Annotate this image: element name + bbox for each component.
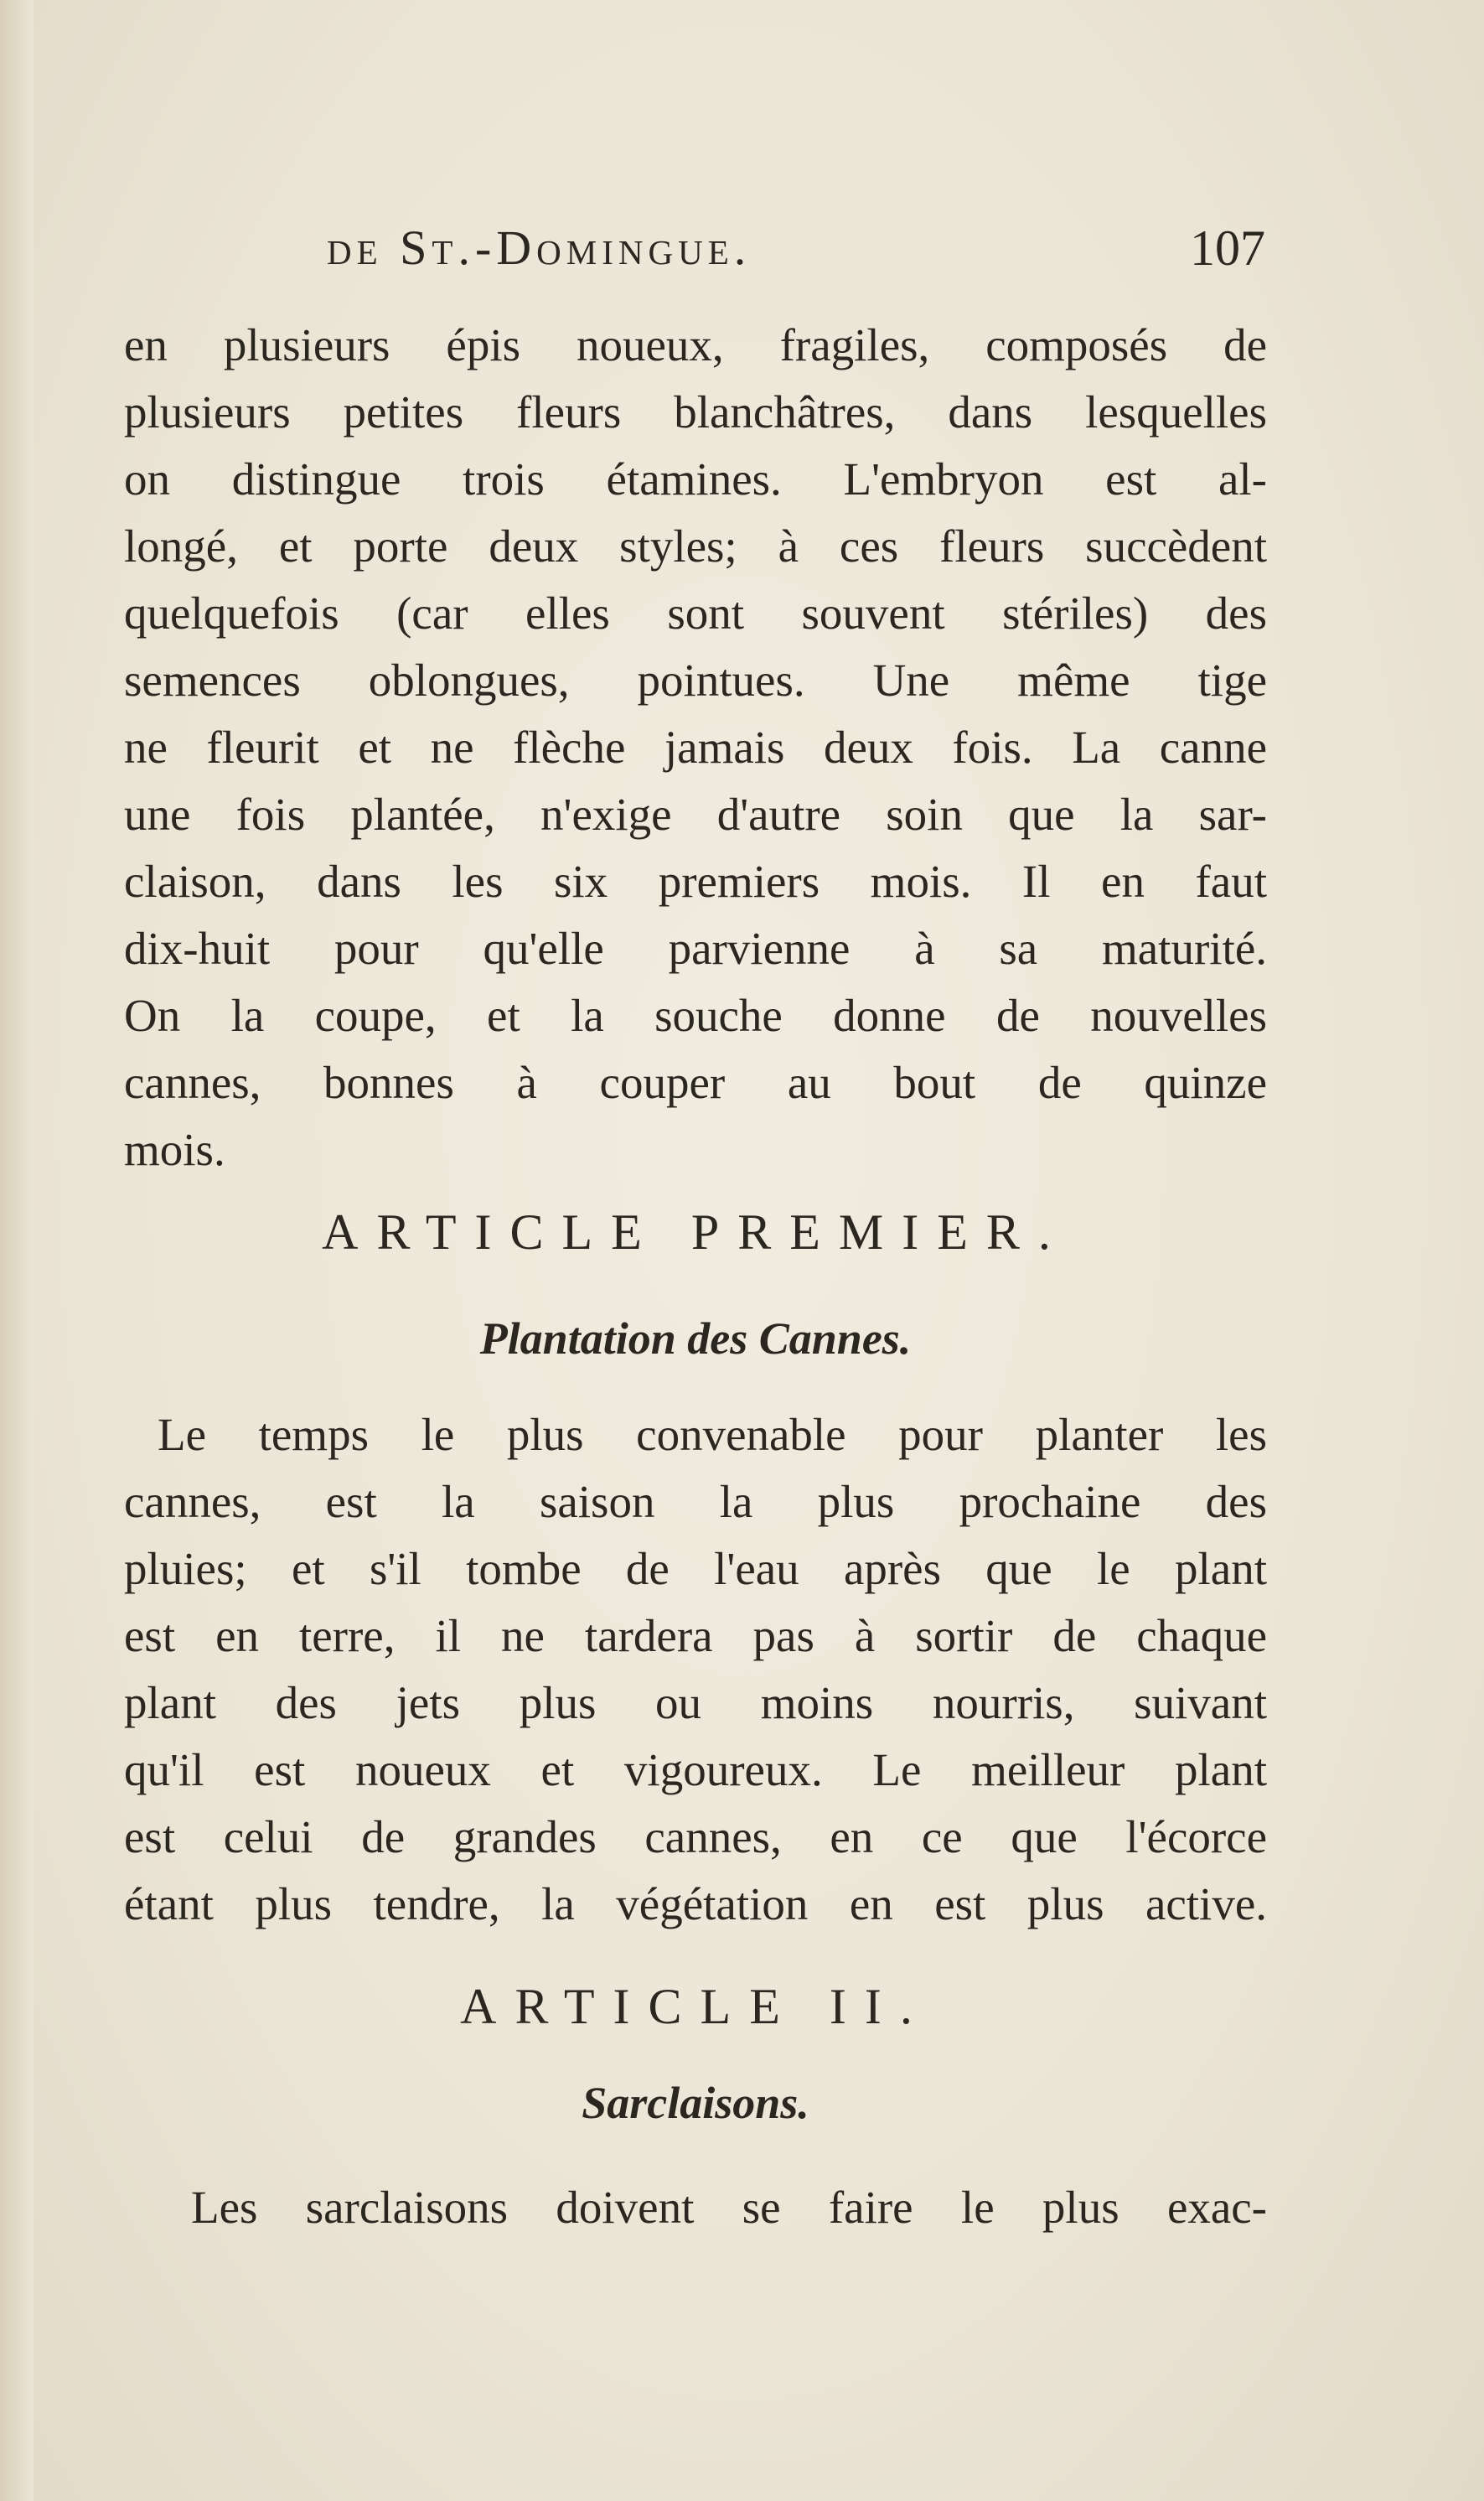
text-line: dix-huit pour qu'elle parvienne à sa maturité. (124, 923, 1267, 974)
paragraph-1 (124, 312, 1267, 1183)
text-line: Les sarclaisons doivent se faire le plus exac- (191, 2182, 1267, 2233)
article-1-subtitle: Plantation des Cannes. (479, 1313, 912, 1364)
text-line: en plusieurs épis noueux, fragiles, composés de (124, 319, 1267, 370)
text-line: étant plus tendre, la végétation en est plus active. (124, 1878, 1267, 1929)
text-line: Le temps le plus convenable pour planter les (158, 1409, 1267, 1460)
text-line: claison, dans les six premiers mois. Il en faut (124, 856, 1267, 907)
article-2-subtitle: Sarclaisons. (582, 2078, 809, 2128)
text-line: On la coupe, et la souche donne de nouvelles (124, 990, 1267, 1041)
text-line: longé, et porte deux styles; à ces fleurs succèdent (124, 520, 1267, 572)
text-line: une fois plantée, n'exige d'autre soin que la sar- (124, 789, 1267, 840)
page-header (327, 220, 1265, 287)
text-line: est en terre, il ne tardera pas à sortir de chaque (124, 1610, 1267, 1661)
text-line: plusieurs petites fleurs blanchâtres, dans lesquelles (124, 386, 1267, 438)
text-line: qu'il est noueux et vigoureux. Le meilleur plant (124, 1744, 1267, 1795)
text-line: plant des jets plus ou moins nourris, suivant (124, 1677, 1267, 1728)
running-title: de St.-Domingue. (327, 220, 752, 275)
text-line: mois. (124, 1124, 225, 1175)
article-1-heading: ARTICLE PREMIER. (322, 1204, 1069, 1260)
text-line: ne fleurit et ne flèche jamais deux fois. La canne (124, 722, 1267, 773)
paragraph-3 (124, 2174, 1267, 2241)
text-line: on distingue trois étamines. L'embryon est al- (124, 453, 1267, 505)
text-line: semences oblongues, pointues. Une même tige (124, 655, 1267, 706)
page-number: 107 (1190, 220, 1265, 276)
page-gutter-shadow (0, 0, 34, 2501)
text-line: cannes, bonnes à couper au bout de quinze (124, 1057, 1267, 1108)
article-2-heading: ARTICLE II. (460, 1979, 931, 2034)
text-line: cannes, est la saison la plus prochaine des (124, 1476, 1267, 1527)
text-line: est celui de grandes cannes, en ce que l'écorce (124, 1811, 1267, 1862)
text-line: quelquefois (car elles sont souvent stériles) des (124, 588, 1267, 639)
paragraph-2 (124, 1401, 1267, 1938)
text-line: pluies; et s'il tombe de l'eau après que le plant (124, 1543, 1267, 1594)
